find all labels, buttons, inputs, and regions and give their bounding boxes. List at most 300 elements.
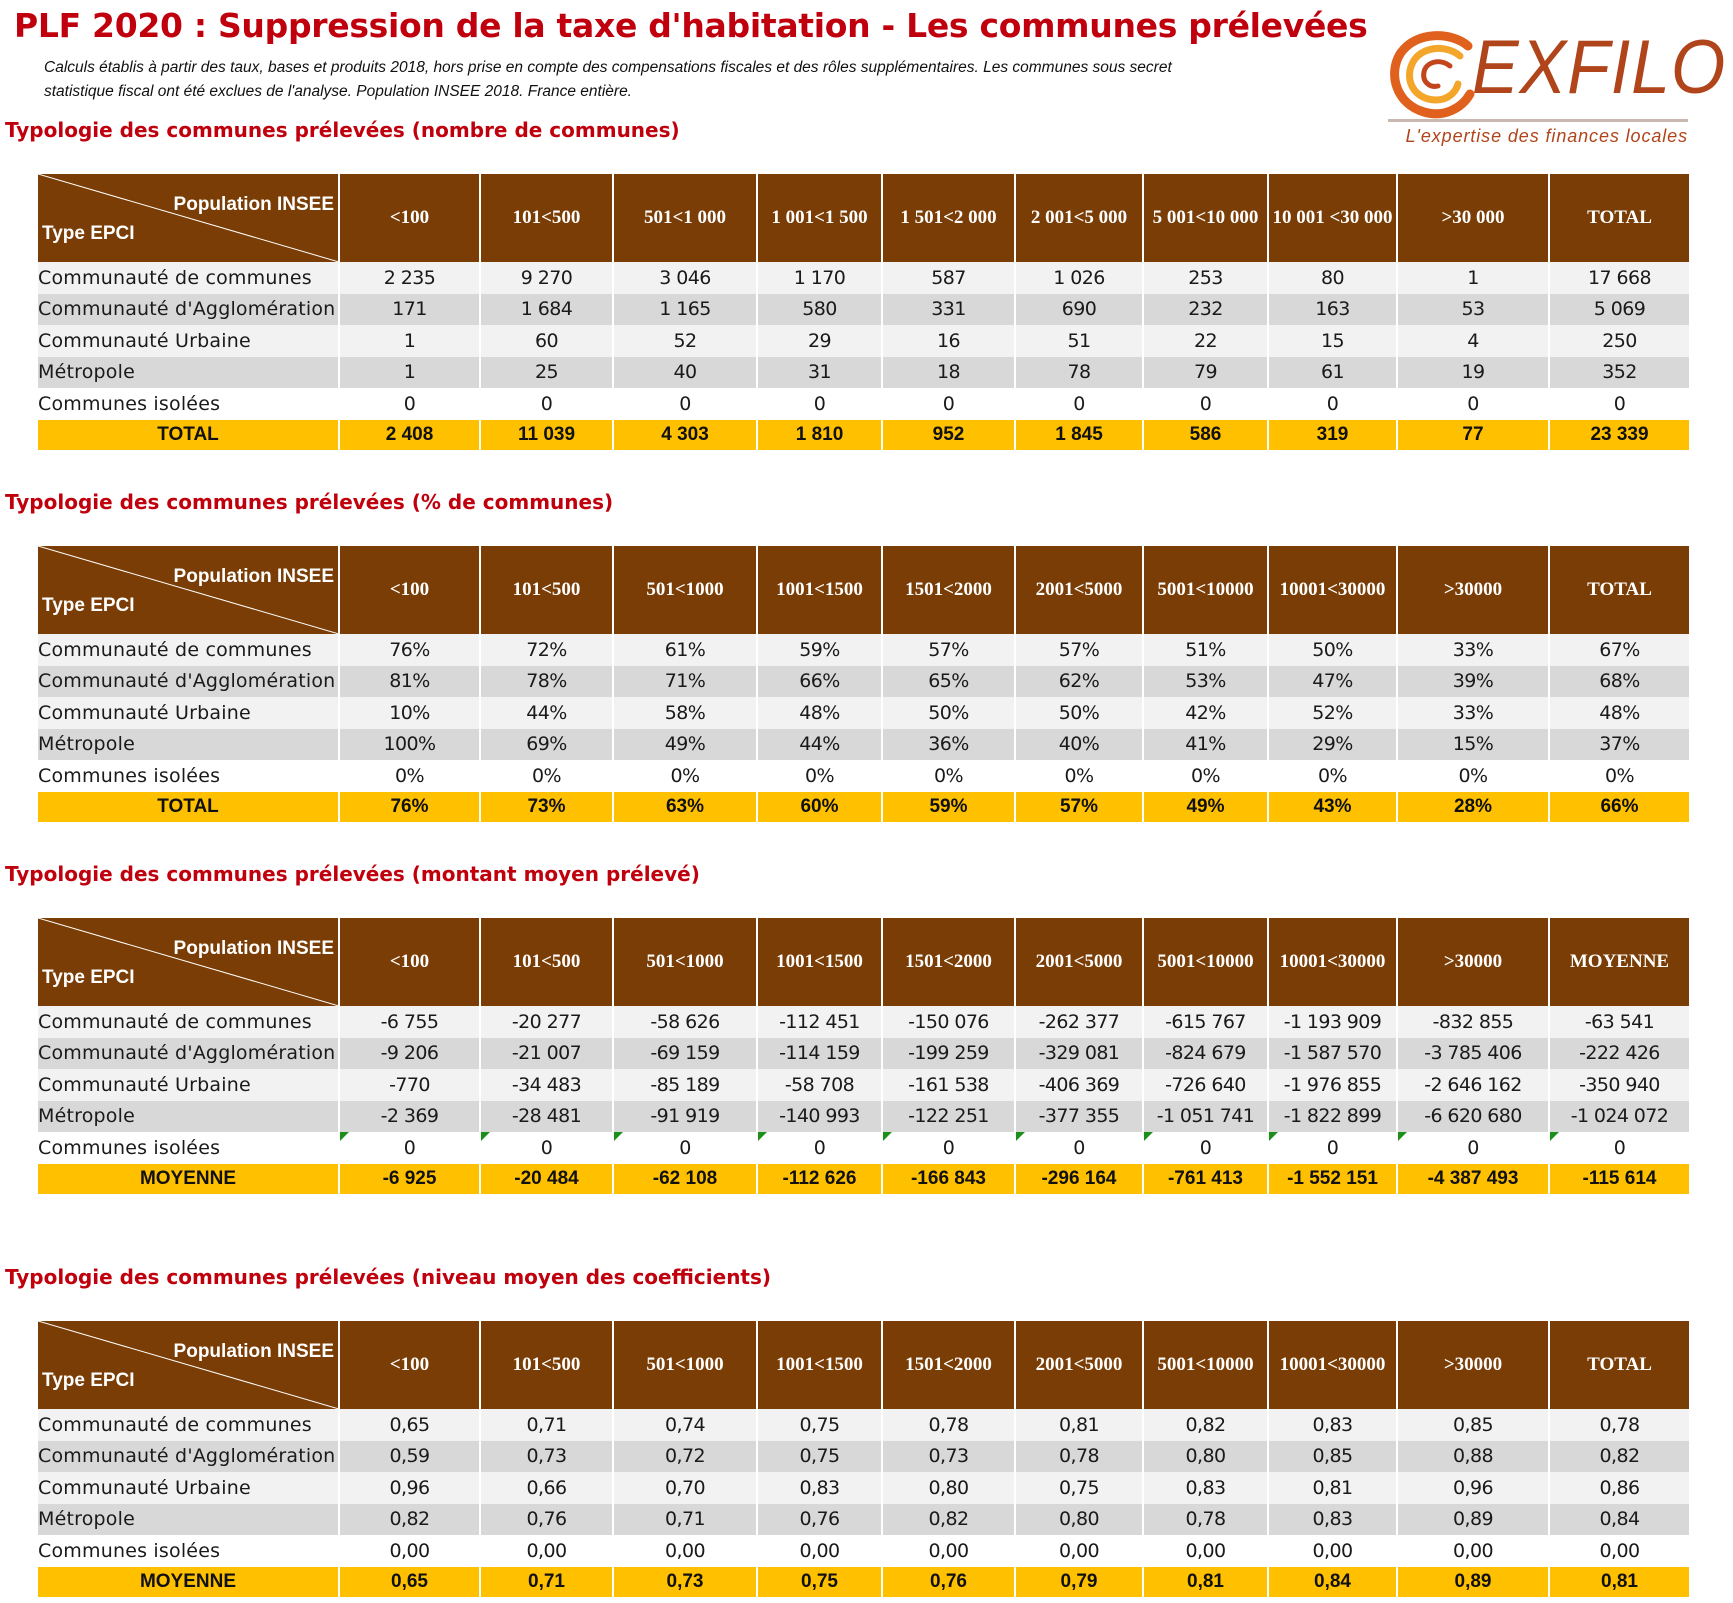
total-cell: -296 164 (1015, 1164, 1143, 1194)
table-cell (1143, 1132, 1268, 1164)
cell-value: 163 (1315, 298, 1350, 321)
table-cell (882, 1472, 1015, 1504)
column-header: 501<1 000 (613, 174, 757, 262)
cell-value: 78 (1067, 361, 1091, 384)
table-cell (1549, 760, 1689, 792)
cell-value: 0,82 (1599, 1445, 1640, 1468)
row-label: Communauté Urbaine (38, 325, 339, 357)
error-flag-icon (1398, 1132, 1407, 1141)
table-cell (882, 388, 1015, 420)
total-cell: 60% (757, 792, 882, 822)
cell-value: 44% (526, 701, 567, 724)
logo-wordmark: EXFILO (1472, 25, 1727, 110)
table-cell (757, 1069, 882, 1101)
column-header: 101<500 (480, 546, 613, 634)
table-cell (480, 1472, 613, 1504)
cell-value: -122 251 (908, 1105, 989, 1128)
section-title: Typologie des communes prélevées (montant moyen prélevé) (5, 862, 700, 886)
cell-value: 0 (813, 392, 826, 415)
row-label: Métropole (38, 729, 339, 761)
total-cell: 952 (882, 420, 1015, 450)
table-cell (1549, 1038, 1689, 1070)
column-header: <100 (339, 174, 480, 262)
table-cell (882, 666, 1015, 698)
cell-value: 0 (679, 1136, 691, 1159)
epci-type-header-label: Type EPCI (42, 967, 135, 988)
table-cell (1143, 388, 1268, 420)
table-cell (480, 1101, 613, 1133)
total-cell: 0,81 (1143, 1567, 1268, 1597)
table-cell (339, 1535, 480, 1567)
table-cell (1397, 1409, 1549, 1441)
data-table (38, 174, 1689, 450)
page-title: PLF 2020 : Suppression de la taxe d'habitation - Les communes prélevées (14, 6, 1368, 45)
cell-value: 0% (1191, 764, 1220, 787)
table-cell (757, 294, 882, 326)
table-cell (1268, 1504, 1397, 1536)
column-header: TOTAL (1549, 174, 1689, 262)
cell-value: -140 993 (779, 1105, 860, 1128)
table-cell (1397, 1535, 1549, 1567)
table-cell (1015, 1472, 1143, 1504)
table-cell (480, 760, 613, 792)
cell-value: -770 (389, 1073, 430, 1096)
cell-value: 0,78 (1185, 1508, 1226, 1531)
table-cell (1268, 1472, 1397, 1504)
cell-value: 0 (1467, 1136, 1479, 1159)
cell-value: 0 (1613, 392, 1626, 415)
error-flag-icon (1144, 1132, 1153, 1141)
table-cell (757, 1535, 882, 1567)
table-cell (1268, 357, 1397, 389)
row-label: Métropole (38, 1101, 339, 1133)
table-cell (1397, 1132, 1549, 1164)
cell-value: 22 (1194, 329, 1217, 352)
table-cell (1143, 1069, 1268, 1101)
table-cell (757, 697, 882, 729)
table-cell (613, 1441, 757, 1473)
table-cell (480, 1006, 613, 1038)
cell-value: -1 024 072 (1570, 1105, 1669, 1128)
cell-value: 0,65 (389, 1413, 430, 1436)
cell-value: 580 (802, 298, 837, 321)
table-cell (882, 1504, 1015, 1536)
table-row (38, 262, 1689, 294)
cell-value: -3 785 406 (1424, 1042, 1522, 1065)
total-cell: 0,75 (757, 1567, 882, 1597)
table-row (38, 1132, 1689, 1164)
cell-value: 67% (1599, 638, 1640, 661)
table-cell (1268, 1535, 1397, 1567)
total-cell: -62 108 (613, 1164, 757, 1194)
cell-value: 0,82 (389, 1508, 430, 1531)
cell-value: 0,88 (1453, 1445, 1493, 1468)
corner-header-cell (38, 1321, 339, 1409)
table-cell (1268, 760, 1397, 792)
cell-value: 40% (1058, 733, 1100, 756)
row-label: Communauté Urbaine (38, 1069, 339, 1101)
table-cell (480, 666, 613, 698)
cell-value: 0,82 (1185, 1413, 1226, 1436)
column-header: >30000 (1397, 918, 1549, 1006)
column-header: 501<1000 (613, 1321, 757, 1409)
cell-value: 0,84 (1599, 1508, 1640, 1531)
cell-value: -377 355 (1038, 1105, 1120, 1128)
table-cell (339, 1132, 480, 1164)
table-cell (480, 325, 613, 357)
cell-value: 0,00 (389, 1539, 430, 1562)
table-cell (339, 1006, 480, 1038)
table-cell (1268, 325, 1397, 357)
cell-value: -58 626 (650, 1010, 720, 1033)
table-cell (1143, 1472, 1268, 1504)
table-cell (757, 1132, 882, 1164)
table-cell (1143, 634, 1268, 666)
table-cell (613, 1101, 757, 1133)
cell-value: 1 684 (520, 298, 573, 321)
column-header: 501<1000 (613, 918, 757, 1006)
column-header: 2001<5000 (1015, 1321, 1143, 1409)
cell-value: 0,76 (799, 1508, 840, 1531)
table-cell (882, 1069, 1015, 1101)
table-cell (1015, 1069, 1143, 1101)
table-cell (1268, 1101, 1397, 1133)
table-cell (613, 1535, 757, 1567)
diagonal-divider-icon (38, 546, 339, 634)
table-cell (1015, 388, 1143, 420)
cell-value: 0,76 (526, 1508, 567, 1531)
total-cell: -6 925 (339, 1164, 480, 1194)
cell-value: 0,00 (665, 1539, 705, 1562)
cell-value: -114 159 (779, 1042, 860, 1065)
cell-value: 0 (1613, 1136, 1626, 1159)
swirl-logo-icon (1386, 26, 1482, 122)
column-header: TOTAL (1549, 546, 1689, 634)
table-cell (339, 760, 480, 792)
column-header: 10001<30000 (1268, 918, 1397, 1006)
table-cell (1268, 1441, 1397, 1473)
column-header: <100 (339, 918, 480, 1006)
total-cell: 59% (882, 792, 1015, 822)
cell-value: -615 767 (1165, 1010, 1246, 1033)
cell-value: 15 (1321, 329, 1344, 352)
table-cell (1143, 697, 1268, 729)
cell-value: 0,66 (526, 1476, 567, 1499)
table-cell (757, 1409, 882, 1441)
cell-value: 47% (1312, 670, 1353, 693)
column-header: 101<500 (480, 1321, 613, 1409)
cell-value: -832 855 (1432, 1010, 1514, 1033)
cell-value: 0% (934, 764, 963, 787)
cell-value: 36% (928, 733, 969, 756)
table-cell (339, 294, 480, 326)
cell-value: 71% (664, 670, 706, 693)
table-cell (480, 262, 613, 294)
total-label: TOTAL (38, 420, 339, 450)
table-cell (613, 697, 757, 729)
table-cell (1549, 262, 1689, 294)
cell-value: 0,83 (799, 1476, 840, 1499)
cell-value: 16 (937, 329, 960, 352)
table-cell (339, 262, 480, 294)
cell-value: 0% (532, 764, 561, 787)
cell-value: -6 755 (380, 1010, 439, 1033)
table-cell (1549, 294, 1689, 326)
cell-value: -329 081 (1038, 1042, 1120, 1065)
table-cell (480, 357, 613, 389)
row-label: Communauté de communes (38, 262, 339, 294)
table-cell (1549, 1132, 1689, 1164)
diagonal-divider-icon (38, 918, 339, 1006)
table-row (38, 1472, 1689, 1504)
cell-value: 50% (928, 701, 969, 724)
error-flag-icon (340, 1132, 349, 1141)
section-title: Typologie des communes prélevées (nombre de communes) (5, 118, 680, 142)
cell-value: 0,73 (928, 1445, 969, 1468)
epci-type-header-label: Type EPCI (42, 1370, 135, 1391)
cell-value: 0% (670, 764, 700, 787)
table-cell (1549, 1069, 1689, 1101)
cell-value: 57% (1058, 638, 1100, 661)
cell-value: 1 026 (1053, 266, 1105, 289)
column-header: 1 501<2 000 (882, 174, 1015, 262)
cell-value: 62% (1058, 670, 1100, 693)
cell-value: -350 940 (1579, 1073, 1660, 1096)
table-cell (1143, 1409, 1268, 1441)
cell-value: 41% (1185, 733, 1226, 756)
cell-value: 1 165 (659, 298, 711, 321)
total-cell: -20 484 (480, 1164, 613, 1194)
table-cell (1268, 262, 1397, 294)
cell-value: 0 (1073, 1136, 1085, 1159)
row-label: Communauté d'Agglomération (38, 294, 339, 326)
table-cell (1143, 1006, 1268, 1038)
column-header: >30000 (1397, 546, 1549, 634)
column-header: 1001<1500 (757, 918, 882, 1006)
table-row (38, 1069, 1689, 1101)
table-cell (1015, 1101, 1143, 1133)
logo-divider (1388, 119, 1688, 122)
table-cell (339, 1409, 480, 1441)
total-cell: 1 810 (757, 420, 882, 450)
total-row (38, 420, 1689, 450)
total-cell: -4 387 493 (1397, 1164, 1549, 1194)
cell-value: -112 451 (779, 1010, 860, 1033)
cell-value: 352 (1602, 361, 1637, 384)
table-cell (339, 729, 480, 761)
total-cell: 57% (1015, 792, 1143, 822)
cell-value: 0 (540, 1136, 553, 1159)
cell-value: 39% (1452, 670, 1494, 693)
table-row (38, 697, 1689, 729)
total-cell: 0,73 (613, 1567, 757, 1597)
table-cell (1549, 1535, 1689, 1567)
row-label: Communauté de communes (38, 1006, 339, 1038)
total-cell: 23 339 (1549, 420, 1689, 450)
table-cell (1549, 1504, 1689, 1536)
cell-value: 0% (1458, 764, 1488, 787)
cell-value: 10% (389, 701, 430, 724)
cell-value: 19 (1461, 361, 1485, 384)
column-header: 2001<5000 (1015, 918, 1143, 1006)
cell-value: 66% (799, 670, 840, 693)
cell-value: 232 (1188, 298, 1223, 321)
cell-value: 0,00 (799, 1539, 840, 1562)
cell-value: 171 (392, 298, 427, 321)
cell-value: 2 235 (383, 266, 436, 289)
table-cell (1397, 1006, 1549, 1038)
table-cell (1015, 1132, 1143, 1164)
cell-value: 44% (799, 733, 840, 756)
cell-value: 57% (928, 638, 969, 661)
cell-value: -726 640 (1165, 1073, 1246, 1096)
table-cell (1143, 760, 1268, 792)
column-header: 1 001<1 500 (757, 174, 882, 262)
cell-value: 5 069 (1593, 298, 1646, 321)
table-cell (613, 666, 757, 698)
cell-value: 0,89 (1453, 1508, 1493, 1531)
table-cell (1015, 729, 1143, 761)
table-cell (1549, 1006, 1689, 1038)
table-cell (613, 760, 757, 792)
cell-value: 0 (1467, 392, 1479, 415)
table-cell (1268, 1409, 1397, 1441)
table-cell (1143, 1535, 1268, 1567)
table-cell (339, 357, 480, 389)
table-cell (757, 1472, 882, 1504)
table-cell (1549, 1472, 1689, 1504)
table-cell (1015, 294, 1143, 326)
row-label: Communes isolées (38, 1132, 339, 1164)
cell-value: 0,74 (665, 1413, 705, 1436)
table-cell (1397, 760, 1549, 792)
table-cell (480, 1069, 613, 1101)
cell-value: 0,00 (1185, 1539, 1226, 1562)
cell-value: 52 (673, 329, 697, 352)
total-cell: 1 845 (1015, 420, 1143, 450)
table-cell (882, 1038, 1015, 1070)
table-cell (882, 262, 1015, 294)
cell-value: 0 (942, 392, 955, 415)
table-cell (757, 1441, 882, 1473)
total-label: MOYENNE (38, 1567, 339, 1597)
table-cell (1397, 325, 1549, 357)
total-cell: 0,71 (480, 1567, 613, 1597)
column-header: 501<1000 (613, 546, 757, 634)
column-header: <100 (339, 1321, 480, 1409)
error-flag-icon (614, 1132, 623, 1141)
table-cell (1268, 294, 1397, 326)
cell-value: 0,81 (1059, 1413, 1099, 1436)
row-label: Communauté Urbaine (38, 1472, 339, 1504)
table-cell (1143, 325, 1268, 357)
cell-value: 33% (1452, 701, 1494, 724)
table-cell (1015, 697, 1143, 729)
table-cell (882, 325, 1015, 357)
cell-value: 0,00 (1312, 1539, 1353, 1562)
table-cell (613, 1006, 757, 1038)
column-header: 5001<10000 (1143, 1321, 1268, 1409)
cell-value: 48% (799, 701, 840, 724)
table-cell (613, 294, 757, 326)
cell-value: 9 270 (520, 266, 573, 289)
table-cell (882, 357, 1015, 389)
table-cell (480, 1535, 613, 1567)
cell-value: 17 668 (1588, 266, 1651, 289)
row-label: Communes isolées (38, 388, 339, 420)
cell-value: 40 (673, 361, 697, 384)
data-table (38, 918, 1689, 1194)
table-cell (339, 1504, 480, 1536)
cell-value: 0% (1318, 764, 1347, 787)
table-cell (480, 634, 613, 666)
cell-value: 61% (664, 638, 706, 661)
table-cell (339, 1441, 480, 1473)
total-cell: -1 552 151 (1268, 1164, 1397, 1194)
table-row (38, 1409, 1689, 1441)
column-header: >30 000 (1397, 174, 1549, 262)
cell-value: 76% (389, 638, 430, 661)
cell-value: 0,78 (928, 1413, 969, 1436)
cell-value: 72% (526, 638, 567, 661)
table-cell (1143, 1038, 1268, 1070)
total-cell: 2 408 (339, 420, 480, 450)
table-cell (1397, 294, 1549, 326)
table-cell (339, 697, 480, 729)
table-cell (1143, 666, 1268, 698)
cell-value: 53 (1461, 298, 1485, 321)
cell-value: -91 919 (650, 1105, 720, 1128)
total-cell: 66% (1549, 792, 1689, 822)
table-cell (1397, 1441, 1549, 1473)
cell-value: 0 (942, 1136, 955, 1159)
epci-type-header-label: Type EPCI (42, 595, 135, 616)
total-cell: 319 (1268, 420, 1397, 450)
table-cell (1015, 634, 1143, 666)
table-row (38, 666, 1689, 698)
table-cell (1549, 634, 1689, 666)
cell-value: 0,80 (928, 1476, 969, 1499)
table-cell (1397, 697, 1549, 729)
cell-value: 48% (1599, 701, 1640, 724)
column-header: >30000 (1397, 1321, 1549, 1409)
cell-value: 0 (1326, 392, 1339, 415)
table-cell (1015, 1409, 1143, 1441)
cell-value: -2 369 (380, 1105, 439, 1128)
header-row (38, 174, 1689, 262)
table-row (38, 1006, 1689, 1038)
column-header: 101<500 (480, 174, 613, 262)
table-cell (1397, 666, 1549, 698)
column-header: 1501<2000 (882, 546, 1015, 634)
table-row (38, 357, 1689, 389)
table-cell (1143, 294, 1268, 326)
total-cell: 0,65 (339, 1567, 480, 1597)
cell-value: 65% (928, 670, 969, 693)
data-table (38, 546, 1689, 822)
row-label: Communauté d'Agglomération (38, 666, 339, 698)
table-row (38, 294, 1689, 326)
total-cell: 43% (1268, 792, 1397, 822)
total-row (38, 1567, 1689, 1597)
table-cell (882, 760, 1015, 792)
column-header: 101<500 (480, 918, 613, 1006)
population-header-label: Population INSEE (173, 938, 334, 959)
cell-value: 0,00 (1453, 1539, 1493, 1562)
column-header: 2 001<5 000 (1015, 174, 1143, 262)
table-cell (1268, 1069, 1397, 1101)
table-cell (882, 1409, 1015, 1441)
